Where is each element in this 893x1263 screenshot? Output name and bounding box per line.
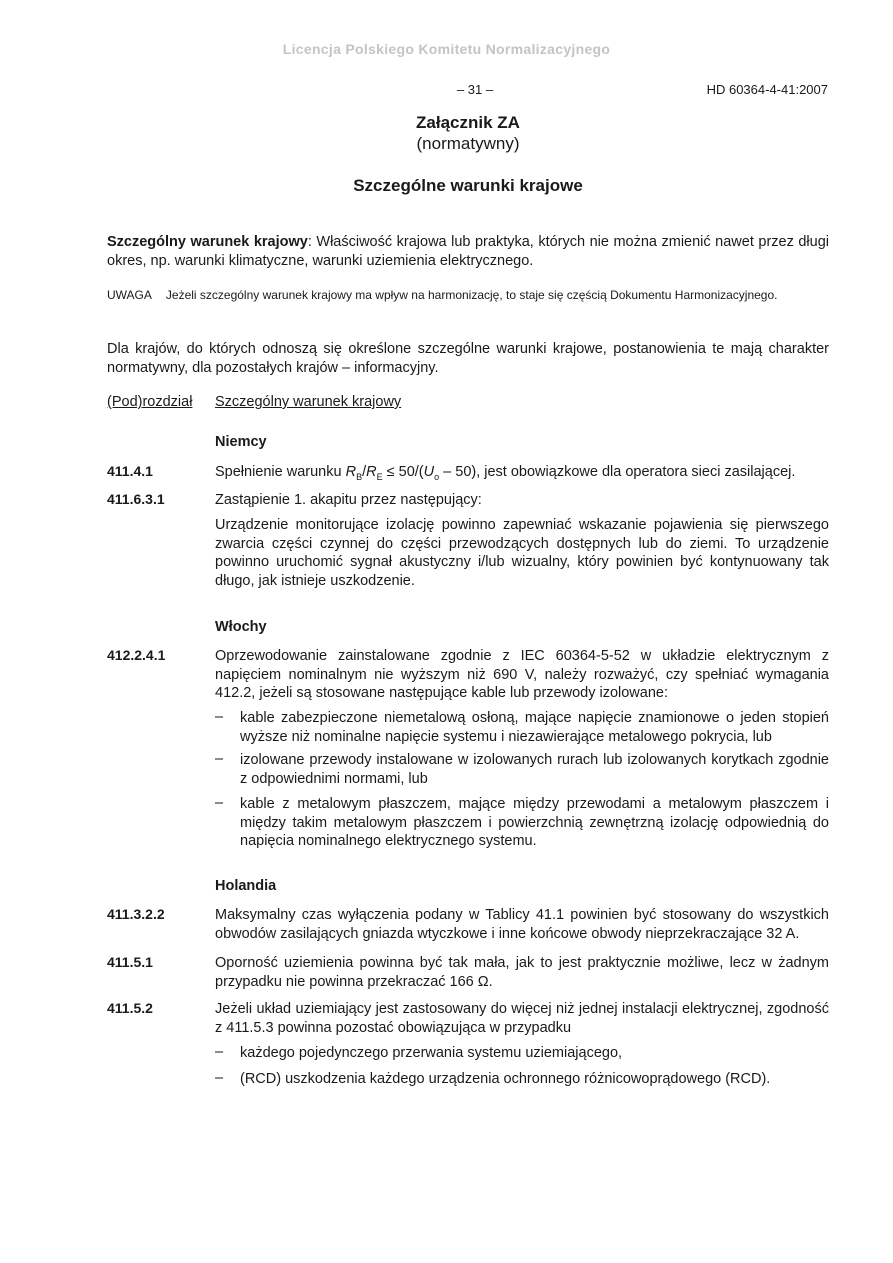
license-watermark: Licencja Polskiego Komitetu Normalizacyjnego [282,41,611,57]
list-item: kable zabezpieczone niemetalową osłoną, mające napięcie znamionowe o jeden stopień wyższe niż nominalne napięcie systemu i niezawierające metalowego pokrycia, lub [240,710,829,745]
clause-number: 412.2.4.1 [107,647,166,663]
page-number: – 31 – [456,82,494,97]
definition-text: : Właściwość krajowa lub praktyka, których nie można zmienić nawet przez długi okres, np. warunki klimatyczne, warunki uziemienia elektrycznego. [107,234,829,269]
standard-code: HD 60364-4-41:2007 [706,82,828,97]
note-paragraph [107,287,829,304]
definition-paragraph [107,233,829,271]
note-text: Jeżeli szczególny warunek krajowy ma wpływ na harmonizację, to staje się częścią Dokumentu Harmonizacyjnego. [165,288,778,302]
clause-text: Maksymalny czas wyłączenia podany w Tablicy 41.1 powinien być stosowany do wszystkich obwodów zasilających gniazda wtyczkowe i inne końcowe obwody nieprzekraczające 32 A. [215,907,829,942]
clause-number: 411.4.1 [107,463,153,479]
list-dash: – [215,1044,224,1060]
country-germany: Niemcy [215,434,267,450]
clause-text: Jeżeli układ uziemiający jest zastosowany do więcej niż jednej instalacji elektrycznej, zgodność z 411.5.3 powinna pozostać obowiązująca w przypadku [215,1001,829,1036]
country-italy: Włochy [215,619,267,635]
formula-sub-b: B [356,471,363,482]
definition-term: Szczególny warunek krajowy [107,234,308,250]
list-item: kable z metalowym płaszczem, mające między przewodami a metalowym płaszczem i między takim metalowym płaszczem i powierzchnią zewnętrzną izolację odpowiednią do napięcia nominalnego elektrycznego systemu. [240,796,829,849]
formula-middle: ≤ 50/( [382,464,424,480]
list-item: izolowane przewody instalowane w izolowanych rurach lub izolowanych korytkach zgodnie z odpowiednimi normami, lub [240,752,829,787]
formula-r: R [366,464,377,480]
clause-paragraph: Urządzenie monitorujące izolację powinno zapewniać wskazanie pojawienia się pierwszego zwarcia części czynnej do części przewodzących dostępnych lub do ziemi. To urządzenie powinno uruchomić sygnał akustyczny i/lub wizualny, który powinien być kontynuowany tak długo, jak istnieje uszkodzenie. [215,517,829,589]
formula-u: U [423,464,435,480]
column-header-condition: Szczególny warunek krajowy [215,394,402,410]
section-title: Szczególne warunki krajowe [353,176,583,195]
clause-text [215,463,829,486]
annex-subtitle: (normatywny) [416,134,520,153]
clause-text: Zastąpienie 1. akapitu przez następujący: [215,492,482,508]
list-dash: – [215,1070,224,1086]
formula-r: R [345,464,357,480]
annex-title: Załącznik ZA [416,113,520,132]
clause-number: 411.3.2.2 [107,906,165,922]
clause-number: 411.5.1 [107,954,153,970]
clause-number: 411.5.2 [107,1000,153,1016]
clause-number: 411.6.3.1 [107,491,165,507]
formula-sub-e: E [376,471,383,482]
country-netherlands: Holandia [215,878,277,894]
note-label: UWAGA [107,288,152,302]
list-dash: – [215,751,224,767]
column-header-clause: (Pod)rozdział [107,394,193,410]
list-item: (RCD) uszkodzenia każdego urządzenia ochronnego różnicowoprądowego (RCD). [240,1071,771,1087]
list-dash: – [215,709,224,725]
formula-sub-o: o [434,471,440,482]
clause-text: Oporność uziemienia powinna być tak mała, jak to jest praktycznie możliwe, lecz w żadnym przypadku nie powinna przekraczać 166 Ω. [215,955,829,990]
formula-suffix: – 50), jest obowiązkowe dla operatora sieci zasilającej. [439,464,796,480]
list-dash: – [215,795,224,811]
scope-paragraph: Dla krajów, do których odnoszą się określone szczególne warunki krajowe, postanowienia te mają charakter normatywny, dla pozostałych krajów – informacyjny. [107,341,829,376]
formula-slash: / [362,464,367,480]
clause-text: Oprzewodowanie zainstalowane zgodnie z IEC 60364-5-52 w układzie elektrycznym z napięciem nominalnym nie wyższym niż 690 V, należy rozważyć, czy spełniać wymagania 412.2, jeżeli są stosowane następujące kable lub przewody izolowane: [215,648,829,701]
list-item: każdego pojedynczego przerwania systemu uziemiającego, [240,1045,623,1061]
formula-prefix: Spełnienie warunku [215,464,346,480]
